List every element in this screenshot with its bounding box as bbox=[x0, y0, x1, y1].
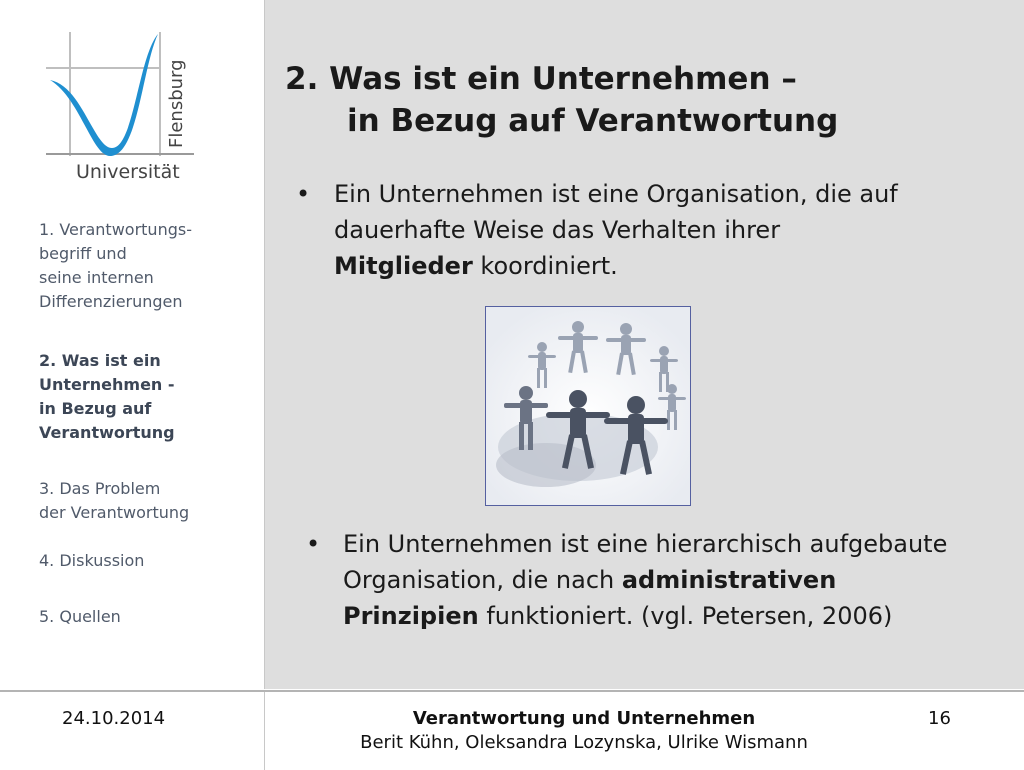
bullet-bold: Mitglieder bbox=[334, 252, 473, 280]
sidebar bbox=[0, 0, 265, 689]
page-number: 16 bbox=[928, 708, 951, 729]
university-logo bbox=[42, 28, 198, 184]
sidebar-item-verantwortungsbegriff[interactable]: 1. Verantwortungs- begriff und seine internen Differenzierungen bbox=[39, 220, 192, 311]
slide-title-line2: in Bezug auf Verantwortung bbox=[347, 103, 839, 139]
bullet-item-hierarchie bbox=[306, 526, 966, 634]
sidebar-item-problem[interactable]: 3. Das Problem der Verantwortung bbox=[39, 479, 190, 522]
people-circle-picture bbox=[485, 306, 691, 506]
bullet-item-organisation bbox=[296, 176, 916, 284]
paper-people-circle-icon bbox=[486, 307, 690, 505]
footer-date: 24.10.2014 bbox=[62, 708, 166, 729]
sidebar-item-diskussion[interactable]: 4. Diskussion bbox=[39, 551, 145, 570]
bullet-text: Ein Unternehmen ist eine hierarchisch aufgebaute Organisation, die nach administrativen Prinzipien funktioniert. (vgl. Petersen, 2006) bbox=[343, 530, 948, 630]
footer-title: Verantwortung und Unternehmen bbox=[412, 708, 756, 729]
sidebar-item-unternehmen[interactable]: 2. Was ist ein Unternehmen - in Bezug auf Verantwortung bbox=[39, 351, 175, 442]
footer-authors: Berit Kühn, Oleksandra Lozynska, Ulrike Wismann bbox=[360, 732, 808, 753]
bullet-text: Ein Unternehmen ist eine Organisation, die auf dauerhafte Weise das Verhalten ihrer Mitglieder koordiniert. bbox=[334, 180, 898, 280]
slide-footer bbox=[0, 690, 1024, 770]
slide-title bbox=[285, 58, 838, 142]
sidebar-item-quellen[interactable]: 5. Quellen bbox=[39, 607, 121, 626]
bullet-marker: • bbox=[296, 180, 311, 208]
slide-title-line1: 2. Was ist ein Unternehmen – bbox=[285, 61, 797, 97]
footer-divider bbox=[264, 692, 265, 770]
bullet-marker: • bbox=[306, 530, 321, 558]
flensburg-logo-icon bbox=[42, 28, 198, 184]
svg-text:Flensburg: Flensburg bbox=[166, 59, 187, 148]
svg-text:Universität: Universität bbox=[76, 161, 180, 183]
bullet-bold: administrativen Prinzipien bbox=[343, 566, 837, 630]
